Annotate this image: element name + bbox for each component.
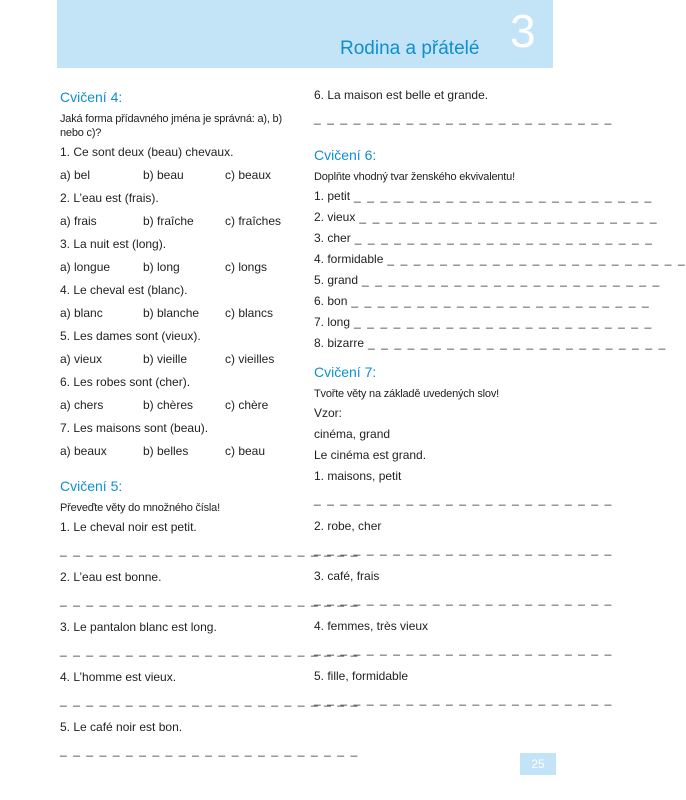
answer-line[interactable]: _ _ _ _ _ _ _ _ _ _ _ _ _ _ _ _ _ _ _ _ _ _ _ bbox=[368, 336, 667, 350]
answer-option-a[interactable]: a) blanc bbox=[60, 306, 103, 320]
exercise-7-words: 2. robe, cher bbox=[314, 519, 382, 533]
answer-option-a[interactable]: a) beaux bbox=[60, 444, 107, 458]
exercise-7-words: 1. maisons, petit bbox=[314, 469, 402, 483]
answer-option-a[interactable]: a) vieux bbox=[60, 352, 103, 366]
answer-line[interactable]: _ _ _ _ _ _ _ _ _ _ _ _ _ _ _ _ _ _ _ _ _ _ _ bbox=[354, 231, 654, 245]
example-sentence: Le cinéma est grand. bbox=[314, 448, 427, 462]
answer-option-b[interactable]: b) fraîche bbox=[143, 214, 194, 228]
answer-option-b[interactable]: b) beau bbox=[143, 168, 184, 182]
answer-line[interactable]: _ _ _ _ _ _ _ _ _ _ _ _ _ _ _ _ _ _ _ _ _ _ _ bbox=[60, 693, 359, 707]
answer-option-a[interactable]: a) chers bbox=[60, 398, 104, 412]
exercise-4-options bbox=[60, 306, 300, 321]
page-number: 25 bbox=[520, 753, 556, 775]
answer-line[interactable]: _ _ _ _ _ _ _ _ _ _ _ _ _ _ _ _ _ _ _ _ _ _ _ bbox=[60, 593, 359, 607]
answer-option-c[interactable]: c) fraîches bbox=[225, 214, 282, 228]
chapter-title: Rodina a přátelé bbox=[340, 38, 480, 59]
answer-line[interactable]: _ _ _ _ _ _ _ _ _ _ _ _ _ _ _ _ _ _ _ _ _ _ _ bbox=[60, 643, 359, 657]
exercise-4-options bbox=[60, 352, 300, 367]
exercise-5-instruction: Převeďte věty do množného čísla! bbox=[60, 502, 220, 514]
exercise-6-word: 6. bon bbox=[314, 294, 348, 308]
answer-line[interactable]: _ _ _ _ _ _ _ _ _ _ _ _ _ _ _ _ _ _ _ _ _ _ _ bbox=[362, 273, 661, 287]
answer-line[interactable]: _ _ _ _ _ _ _ _ _ _ _ _ _ _ _ _ _ _ _ _ _ _ _ bbox=[351, 294, 651, 308]
exercise-6-title: Cvičení 6: bbox=[314, 147, 377, 163]
exercise-7-list bbox=[314, 469, 613, 707]
exercise-4-options bbox=[60, 168, 300, 183]
answer-line[interactable]: _ _ _ _ _ _ _ _ _ _ _ _ _ _ _ _ _ _ _ _ _ _ _ bbox=[60, 743, 359, 757]
chapter-number: 3 bbox=[510, 5, 536, 57]
exercise-5-sentence: 5. Le café noir est bon. bbox=[60, 720, 183, 734]
exercise-6-item bbox=[314, 294, 651, 315]
exercise-7-title: Cvičení 7: bbox=[314, 364, 377, 380]
exercise-4-instruction: Jaká forma přídavného jména je správná: a), b) nebo c)? bbox=[60, 113, 282, 139]
answer-option-b[interactable]: b) vieille bbox=[143, 352, 188, 366]
answer-option-c[interactable]: c) chère bbox=[225, 398, 269, 412]
answer-option-b[interactable]: b) chères bbox=[143, 398, 194, 412]
exercise-6-word: 4. formidable bbox=[314, 252, 384, 266]
exercise-6-item bbox=[314, 189, 653, 210]
exercise-6-word: 5. grand bbox=[314, 273, 359, 287]
exercise-4-options bbox=[60, 260, 300, 275]
exercise-5-sentence: 3. Le pantalon blanc est long. bbox=[60, 620, 217, 634]
exercise-6-list bbox=[314, 189, 686, 357]
answer-line[interactable]: _ _ _ _ _ _ _ _ _ _ _ _ _ _ _ _ _ _ _ _ _ _ _ bbox=[359, 210, 659, 224]
answer-option-c[interactable]: c) vieilles bbox=[225, 352, 275, 366]
exercise-4-options bbox=[60, 398, 300, 413]
exercise-7-words: 3. café, frais bbox=[314, 569, 380, 583]
exercise-5-continued bbox=[314, 88, 613, 126]
exercise-6-word: 2. vieux bbox=[314, 210, 356, 224]
exercise-6-item bbox=[314, 336, 667, 357]
answer-option-b[interactable]: b) blanche bbox=[143, 306, 200, 320]
exercise-5-title: Cvičení 5: bbox=[60, 478, 123, 494]
exercise-5-sentence: 2. L’eau est bonne. bbox=[60, 570, 162, 584]
exercise-4-question: 2. L’eau est (frais). bbox=[60, 191, 159, 205]
right-column bbox=[314, 88, 686, 719]
answer-line[interactable]: _ _ _ _ _ _ _ _ _ _ _ _ _ _ _ _ _ _ _ _ _ _ _ bbox=[314, 692, 613, 706]
example-label: Vzor: bbox=[314, 406, 343, 420]
exercise-7-words: 4. femmes, très vieux bbox=[314, 619, 429, 633]
exercise-4-options bbox=[60, 214, 300, 229]
exercise-6-word: 3. cher bbox=[314, 231, 351, 245]
answer-option-c[interactable]: c) beau bbox=[225, 444, 266, 458]
exercise-6-word: 7. long bbox=[314, 315, 351, 329]
answer-line[interactable]: _ _ _ _ _ _ _ _ _ _ _ _ _ _ _ _ _ _ _ _ _ _ _ bbox=[314, 542, 613, 556]
answer-line[interactable]: _ _ _ _ _ _ _ _ _ _ _ _ _ _ _ _ _ _ _ _ _ _ _ bbox=[354, 189, 653, 203]
exercise-6-instruction: Doplňte vhodný tvar ženského ekvivalentu! bbox=[314, 171, 515, 183]
exercise-4-question: 7. Les maisons sont (beau). bbox=[60, 421, 209, 435]
exercise-4-list bbox=[60, 145, 300, 459]
exercise-4-question: 4. Le cheval est (blanc). bbox=[60, 283, 188, 297]
exercise-4-question: 5. Les dames sont (vieux). bbox=[60, 329, 201, 343]
exercise-5-sentence: 4. L’homme est vieux. bbox=[60, 670, 177, 684]
answer-line[interactable]: _ _ _ _ _ _ _ _ _ _ _ _ _ _ _ _ _ _ _ _ _ _ _ bbox=[354, 315, 653, 329]
example-words: cinéma, grand bbox=[314, 427, 391, 441]
exercise-7-words: 5. fille, formidable bbox=[314, 669, 409, 683]
answer-option-c[interactable]: c) longs bbox=[225, 260, 268, 274]
answer-option-c[interactable]: c) beaux bbox=[225, 168, 272, 182]
answer-option-b[interactable]: b) long bbox=[143, 260, 180, 274]
answer-line[interactable]: _ _ _ _ _ _ _ _ _ _ _ _ _ _ _ _ _ _ _ _ _ _ _ bbox=[314, 111, 613, 125]
answer-option-a[interactable]: a) frais bbox=[60, 214, 97, 228]
answer-line[interactable]: _ _ _ _ _ _ _ _ _ _ _ _ _ _ _ _ _ _ _ _ _ _ _ bbox=[387, 252, 686, 266]
exercise-6-item bbox=[314, 273, 661, 294]
exercise-6-word: 8. bizarre bbox=[314, 336, 365, 350]
exercise-6-item bbox=[314, 231, 654, 252]
answer-line[interactable]: _ _ _ _ _ _ _ _ _ _ _ _ _ _ _ _ _ _ _ _ _ _ _ bbox=[60, 543, 359, 557]
exercise-6-word: 1. petit bbox=[314, 189, 351, 203]
exercise-6-item bbox=[314, 252, 686, 273]
exercise-4-title: Cvičení 4: bbox=[60, 89, 123, 105]
answer-option-a[interactable]: a) longue bbox=[60, 260, 111, 274]
exercise-4-question: 6. Les robes sont (cher). bbox=[60, 375, 191, 389]
answer-line[interactable]: _ _ _ _ _ _ _ _ _ _ _ _ _ _ _ _ _ _ _ _ _ _ _ bbox=[314, 492, 613, 506]
answer-option-c[interactable]: c) blancs bbox=[225, 306, 274, 320]
exercise-6-item bbox=[314, 210, 659, 231]
exercise-7-instruction: Tvořte věty na základě uvedených slov! bbox=[314, 388, 500, 400]
answer-line[interactable]: _ _ _ _ _ _ _ _ _ _ _ _ _ _ _ _ _ _ _ _ _ _ _ bbox=[314, 592, 613, 606]
exercise-6-item bbox=[314, 315, 653, 336]
exercise-5-sentence: 6. La maison est belle et grande. bbox=[314, 88, 489, 102]
exercise-4-question: 1. Ce sont deux (beau) chevaux. bbox=[60, 145, 234, 159]
exercise-4-options bbox=[60, 444, 300, 459]
exercise-5-sentence: 1. Le cheval noir est petit. bbox=[60, 520, 197, 534]
answer-option-a[interactable]: a) bel bbox=[60, 168, 91, 182]
exercise-4-question: 3. La nuit est (long). bbox=[60, 237, 167, 251]
answer-line[interactable]: _ _ _ _ _ _ _ _ _ _ _ _ _ _ _ _ _ _ _ _ _ _ _ bbox=[314, 642, 613, 656]
answer-option-b[interactable]: b) belles bbox=[143, 444, 189, 458]
